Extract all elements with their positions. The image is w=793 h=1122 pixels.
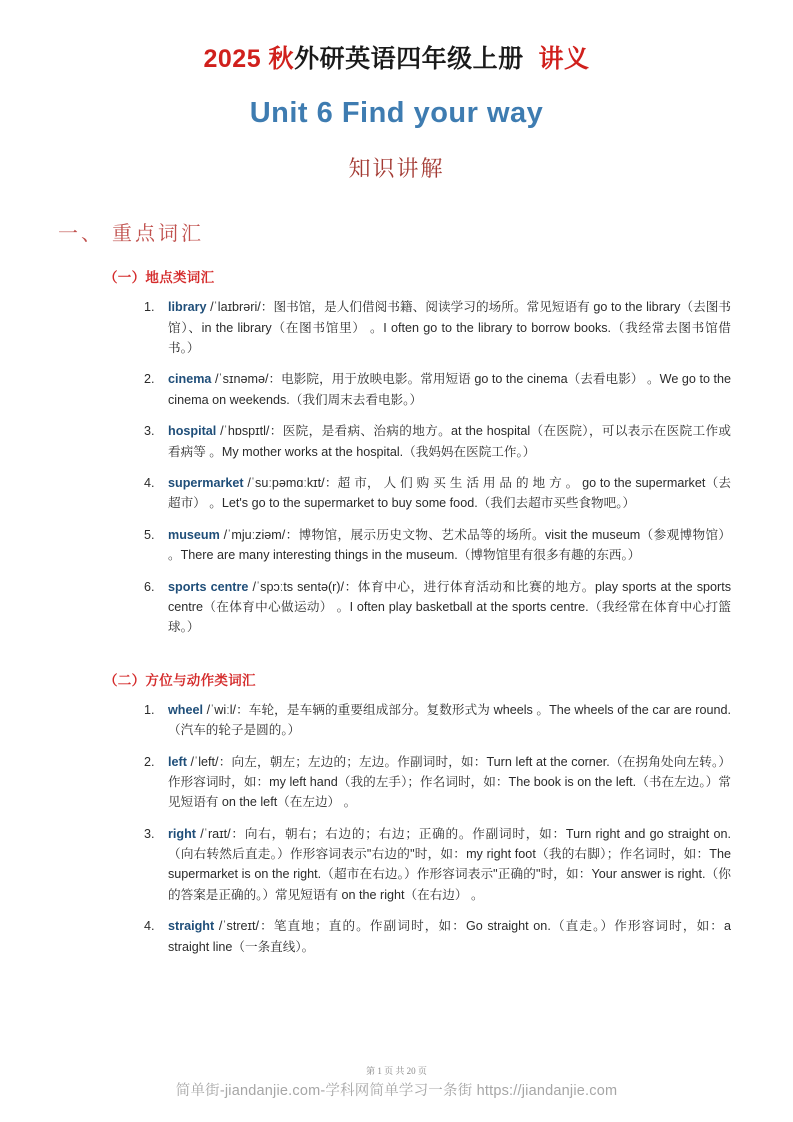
list-item (168, 752, 731, 813)
vocabulary-list-places (0, 286, 793, 637)
vocab-phonetic: /ˈlaɪbrəri/： (210, 300, 274, 315)
list-item (168, 916, 731, 957)
document-title (0, 44, 793, 75)
watermark-text: 简单街-jiandanjie.com-学科网简单学习一条街 https://jiandanjie.com (175, 1083, 618, 1099)
vocab-body: 图书馆，是人们借阅书籍、阅读学习的场所。常见短语有 go to the library（去图书馆）、in the library（在图书馆里） 。I often go to the library to borrow books.（我经常去图书馆借书。） (168, 300, 731, 356)
list-item (168, 577, 731, 638)
vocab-phonetic: /ˈstreɪt/： (218, 919, 274, 934)
subsection-heading-places: （一）地点类词汇 (104, 270, 215, 286)
vocab-phonetic: /ˈraɪt/： (200, 826, 245, 841)
vocab-term: supermarket (168, 475, 244, 490)
vocab-body: 博物馆，展示历史文物、艺术品等的场所。visit the museum（参观博物馆） 。There are many interesting things in the museum.（博物馆里有很多有趣的东西。） (168, 527, 732, 563)
list-item (168, 525, 731, 566)
vocab-body: 医院，是看病、治病的地方。at the hospital（在医院），可以表示在医院工作或看病等 。My mother works at the hospital.（我妈妈在医院工作。） (168, 424, 732, 459)
vocab-body: 体育中心，进行体育活动和比赛的地方。play sports at the sports centre（在体育中心做运动） 。I often play basketball at the sports centre.（我经常在体育中心打篮球。） (168, 579, 732, 635)
vocab-phonetic: /ˈwiːl/： (206, 702, 249, 717)
vocab-term: wheel (168, 702, 203, 717)
vocab-body: 向右，朝右；右边的；右边；正确的。作副词时，如：Turn right and go straight on.（向右转然后直走。）作形容词表示"右边的"时，如：my right foot（我的右脚）；作名词时，如：The supermarket is on the right.（超市在右边。）作形容词表示"正确的"时，如：Your answer is right.（你的答案是正确的。）常见短语有 on the right（在右边） 。 (168, 826, 732, 902)
sub-title: 知识讲解 (348, 156, 445, 182)
list-item (168, 297, 731, 358)
vocab-body: 超 市， 人 们 购 买 生 活 用 品 的 地 方 。 go to the supermarket（去超市） 。Let's go to the supermarket to buy some food.（我们去超市买些食物吧。） (168, 475, 731, 511)
page-footer (0, 1064, 793, 1100)
vocab-term: straight (168, 919, 215, 934)
list-item (168, 700, 731, 741)
vocab-body: 电影院，用于放映电影。常用短语 go to the cinema（去看电影） 。We go to the cinema on weekends.（我们周末去看电影。） (168, 372, 732, 407)
vocab-body: 车轮，是车辆的重要组成部分。复数形式为 wheels 。The wheels of the car are round.（汽车的轮子是圆的。） (168, 702, 732, 738)
vocab-term: right (168, 826, 196, 841)
vocab-term: sports centre (168, 579, 249, 594)
list-item (168, 824, 731, 906)
title-red-suffix: 讲义 (538, 45, 590, 73)
list-item (168, 369, 731, 410)
vocab-phonetic: /ˈsuːpəmɑːkɪt/： (247, 475, 338, 490)
list-item (168, 421, 731, 462)
vocab-phonetic: /ˈsɪnəmə/： (214, 372, 282, 387)
title-red-prefix: 2025 秋 (203, 45, 295, 73)
vocab-term: library (168, 300, 207, 315)
unit-title: Unit 6 Find your way (249, 97, 544, 130)
vocabulary-list-directions (0, 689, 793, 957)
vocab-term: left (168, 754, 187, 769)
vocab-body: 笔直地；直的。作副词时，如：Go straight on.（直走。）作形容词时，如：a straight line（一条直线）。 (168, 919, 732, 954)
vocab-phonetic: /ˈleft/： (190, 754, 232, 769)
section-heading-vocabulary: 一、 重点词汇 (58, 223, 204, 246)
subsection-heading-directions: （二）方位与动作类词汇 (104, 672, 256, 688)
vocab-phonetic: /ˈmjuːziəm/： (223, 527, 299, 542)
vocab-body: 向左，朝左；左边的；左边。作副词时，如：Turn left at the corner.（在拐角处向左转。）作形容词时，如：my left hand（我的左手）；作名词时，如：The book is on the left.（书在左边。）常见短语有 on the left（在左边） 。 (168, 754, 731, 810)
vocab-term: museum (168, 527, 220, 542)
vocab-phonetic: /ˈspɔːts sentə(r)/： (252, 579, 358, 594)
list-item (168, 473, 731, 514)
title-block (0, 0, 793, 183)
page-number: 第 1 页 共 20 页 (366, 1066, 427, 1076)
title-dark-middle: 外研英语四年级上册 (294, 45, 524, 73)
vocab-phonetic: /ˈhɒspɪtl/： (220, 424, 283, 439)
vocab-term: cinema (168, 372, 212, 387)
vocab-term: hospital (168, 424, 217, 439)
